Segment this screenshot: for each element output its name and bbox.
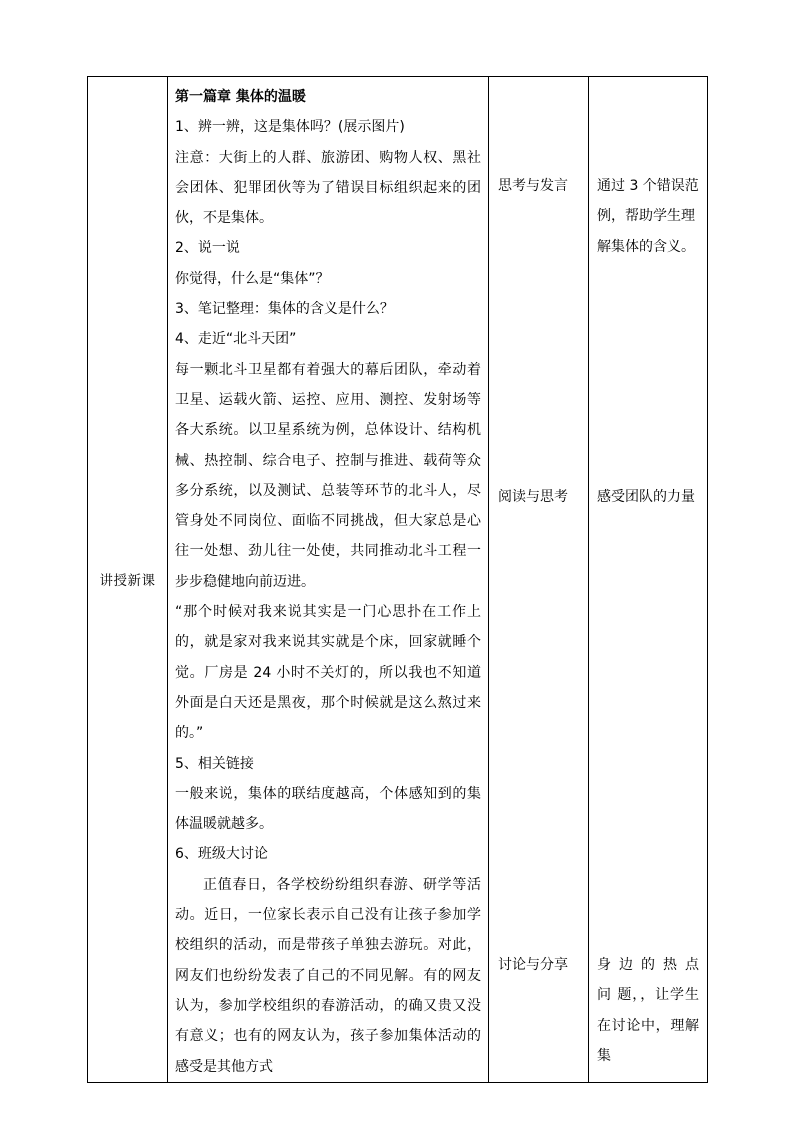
activity-text: 讨论与分享 — [498, 957, 568, 973]
chapter-title: 第一篇章 集体的温暖 — [175, 89, 306, 105]
content-line: 3、笔记整理：集体的含义是什么？ — [175, 301, 394, 318]
content-line: 2、说一说 — [175, 240, 240, 257]
activity-text: 思考与发言 — [498, 178, 568, 194]
content-paragraph: 正值春日，各学校纷纷组织春游、研学等活动。近日，一位家长表示自己没有让孩子参加学校组织的活动，而是带孩子单独去游玩。对此，网友们也纷纷发表了自己的不同见解。有的网友认为，参加学校组织的春游活动，的确又贵又没有意义；也有的网友认为，孩子参加集体活动的感受是其他方式 — [175, 876, 481, 1075]
quote-paragraph: “那个时候对我来说其实是一门心思扑在工作上的，就是家对我来说其实就是个床，回家就睡个觉。厂房是 24 小时不关灯的，所以我也不知道外面是白天还是黑夜，那个时候就是这么熬过来的。” — [175, 604, 481, 742]
content-line: 5、相关链接 — [175, 755, 254, 772]
section-label: 讲授新课 — [99, 573, 156, 590]
content-paragraph: 一般来说，集体的联结度越高，个体感知到的集体温暖就越多。 — [175, 785, 481, 833]
content-cell — [168, 77, 489, 1083]
lesson-plan-table — [87, 76, 708, 1083]
content-line: 注意：大街上的人群、旅游团、购物人权、黑社会团体、犯罪团伙等为了错误目标组织起来的团伙，不是集体。 — [175, 149, 481, 227]
content-line: 4、走近“北斗天团” — [175, 331, 297, 348]
intent-text: 通过 3 个错误范例，帮助学生理解集体的含义。 — [597, 178, 699, 255]
intent-text: 身 边 的 热 点 问 题，，让学生在讨论中，理解集 — [597, 957, 699, 1064]
student-activity-cell — [489, 77, 589, 1083]
table-row — [88, 77, 708, 1083]
content-paragraph: 每一颗北斗卫星都有着强大的幕后团队，牵动着卫星、运载火箭、运控、应用、测控、发射场等各大系统。以卫星系统为例，总体设计、结构机械、热控制、综合电子、控制与推进、载荷等众多分系统，以及测试、总装等环节的北斗人，尽管身处不同岗位、面临不同挑战，但大家总是心往一处想、劲儿往一处使，共同推动北斗工程一步步稳健地向前迈进。 — [175, 361, 481, 590]
design-intent-cell — [589, 77, 708, 1083]
intent-text: 感受团队的力量 — [597, 489, 695, 505]
content-line: 6、班级大讨论 — [175, 846, 268, 863]
content-line: 你觉得，什么是“集体”？ — [175, 270, 330, 287]
section-label-cell — [88, 77, 168, 1083]
content-line: 1、辨一辨，这是集体吗？(展示图片) — [175, 119, 405, 136]
activity-text: 阅读与思考 — [498, 489, 568, 505]
